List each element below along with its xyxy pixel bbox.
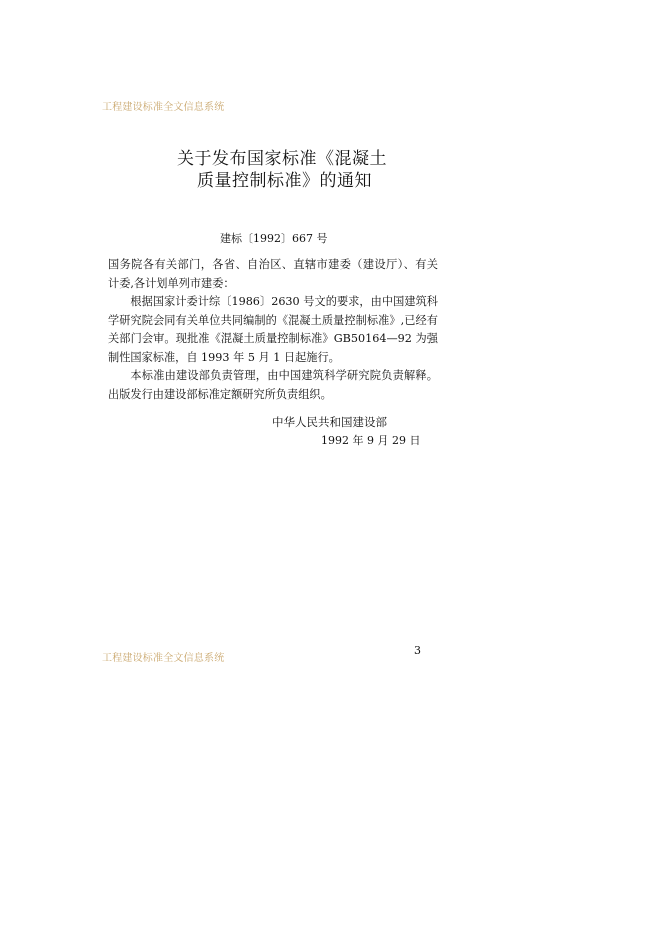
addressee-paragraph [108, 256, 438, 293]
document-number: 建标〔1992〕667 号 [220, 232, 328, 245]
management-paragraph [108, 367, 438, 404]
watermark-bottom: 工程建设标准全文信息系统 [102, 653, 225, 664]
page-number: 3 [414, 644, 421, 657]
paragraph-text: 本标准由建设部负责管理，由中国建筑科学研究院负责解释。出版发行由建设部标准定额研究所负责组织。 [108, 369, 438, 401]
paragraph-text: 国务院各有关部门，各省、自治区、直辖市建委（建设厅）、有关计委,各计划单列市建委： [108, 258, 438, 290]
paragraph-text: 根据国家计委计综〔1986〕2630 号文的要求，由中国建筑科学研究院会同有关单位共同编制的《混凝土质量控制标准》,已经有关部门会审。现批准《混凝土质量控制标准》GB50164—92 为强制性国家标准，自 1993 年 5 月 1 日起施行。 [108, 295, 438, 364]
approval-paragraph [108, 293, 438, 367]
watermark-top: 工程建设标准全文信息系统 [102, 102, 225, 113]
issue-date: 1992 年 9 月 29 日 [321, 434, 421, 447]
issuing-authority: 中华人民共和国建设部 [272, 415, 387, 429]
notice-title-line-2: 质量控制标准》的通知 [197, 171, 372, 191]
notice-title-line-1: 关于发布国家标准《混凝土 [177, 149, 387, 169]
